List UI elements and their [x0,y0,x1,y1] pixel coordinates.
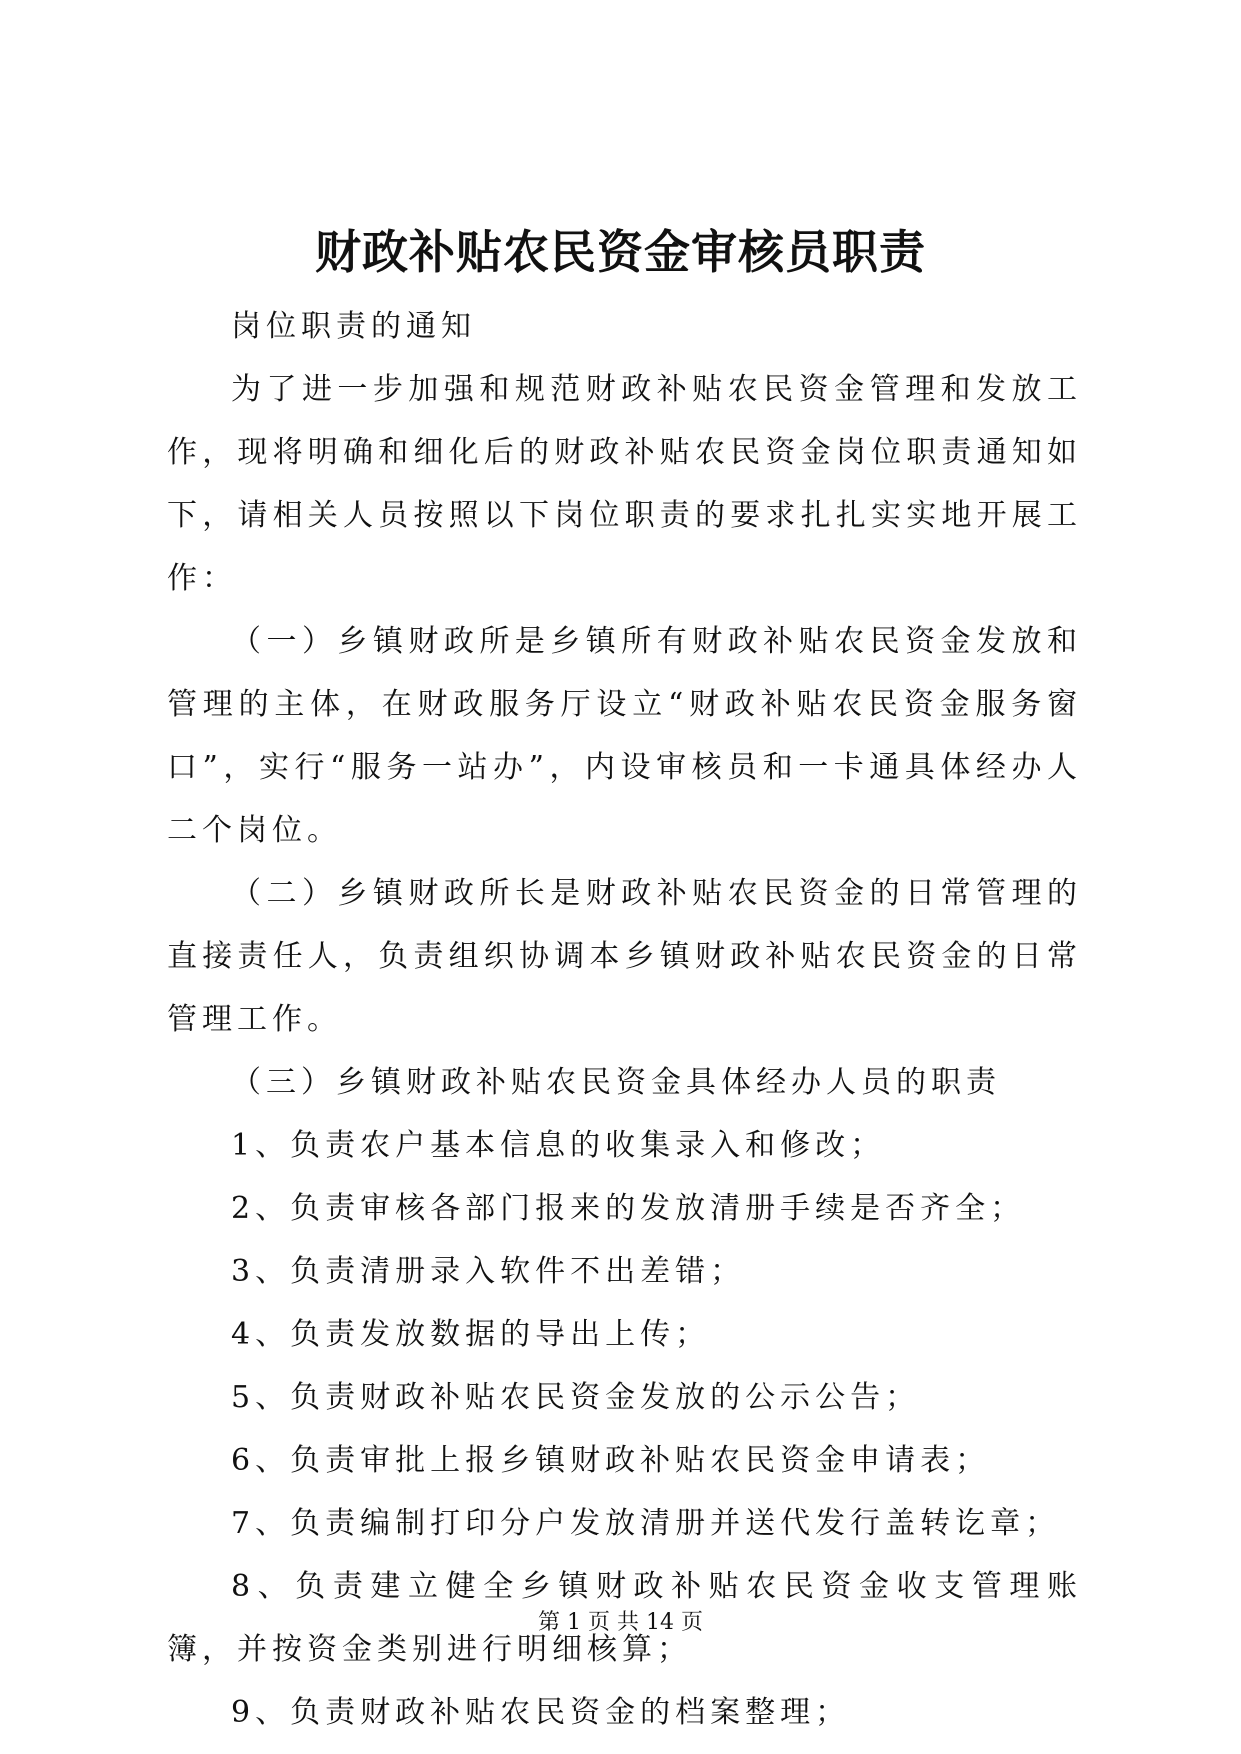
paragraph-notice-heading: 岗位职责的通知 [231,309,476,344]
document-title: 财政补贴农民资金审核员职责 [315,225,926,279]
list-item: 3、负责清册录入软件不出差错； [231,1254,746,1289]
list-item: 1、负责农户基本信息的收集录入和修改； [231,1128,886,1163]
list-item: 6、负责审批上报乡镇财政补贴农民资金申请表； [231,1443,991,1478]
list-item: 8、负责建立健全乡镇财政补贴农民资金收支管理账簿，并按资金类别进行明细核算； [167,1569,1082,1667]
paragraph-section-2: （二）乡镇财政所长是财政补贴农民资金的日常管理的直接责任人，负责组织协调本乡镇财政补贴农民资金的日常管理工作。 [167,876,1082,1037]
list-item: 5、负责财政补贴农民资金发放的公示公告； [231,1380,921,1415]
list-item: 7、负责编制打印分户发放清册并送代发行盖转讫章； [231,1506,1061,1541]
document-body [167,295,1082,1744]
paragraph-intro: 为了进一步加强和规范财政补贴农民资金管理和发放工作，现将明确和细化后的财政补贴农民资金岗位职责通知如下，请相关人员按照以下岗位职责的要求扎扎实实地开展工作： [167,372,1082,596]
list-item: 4、负责发放数据的导出上传； [231,1317,711,1352]
paragraph-section-1: （一）乡镇财政所是乡镇所有财政补贴农民资金发放和管理的主体，在财政服务厅设立“财政补贴农民资金服务窗口”，实行“服务一站办”，内设审核员和一卡通具体经办人二个岗位。 [167,624,1082,848]
list-item: 9、负责财政补贴农民资金的档案整理； [231,1695,851,1730]
page-footer: 第 1 页 共 14 页 [538,1610,703,1635]
list-item: 2、负责审核各部门报来的发放清册手续是否齐全； [231,1191,1026,1226]
paragraph-section-3: （三）乡镇财政补贴农民资金具体经办人员的职责 [231,1065,1001,1100]
